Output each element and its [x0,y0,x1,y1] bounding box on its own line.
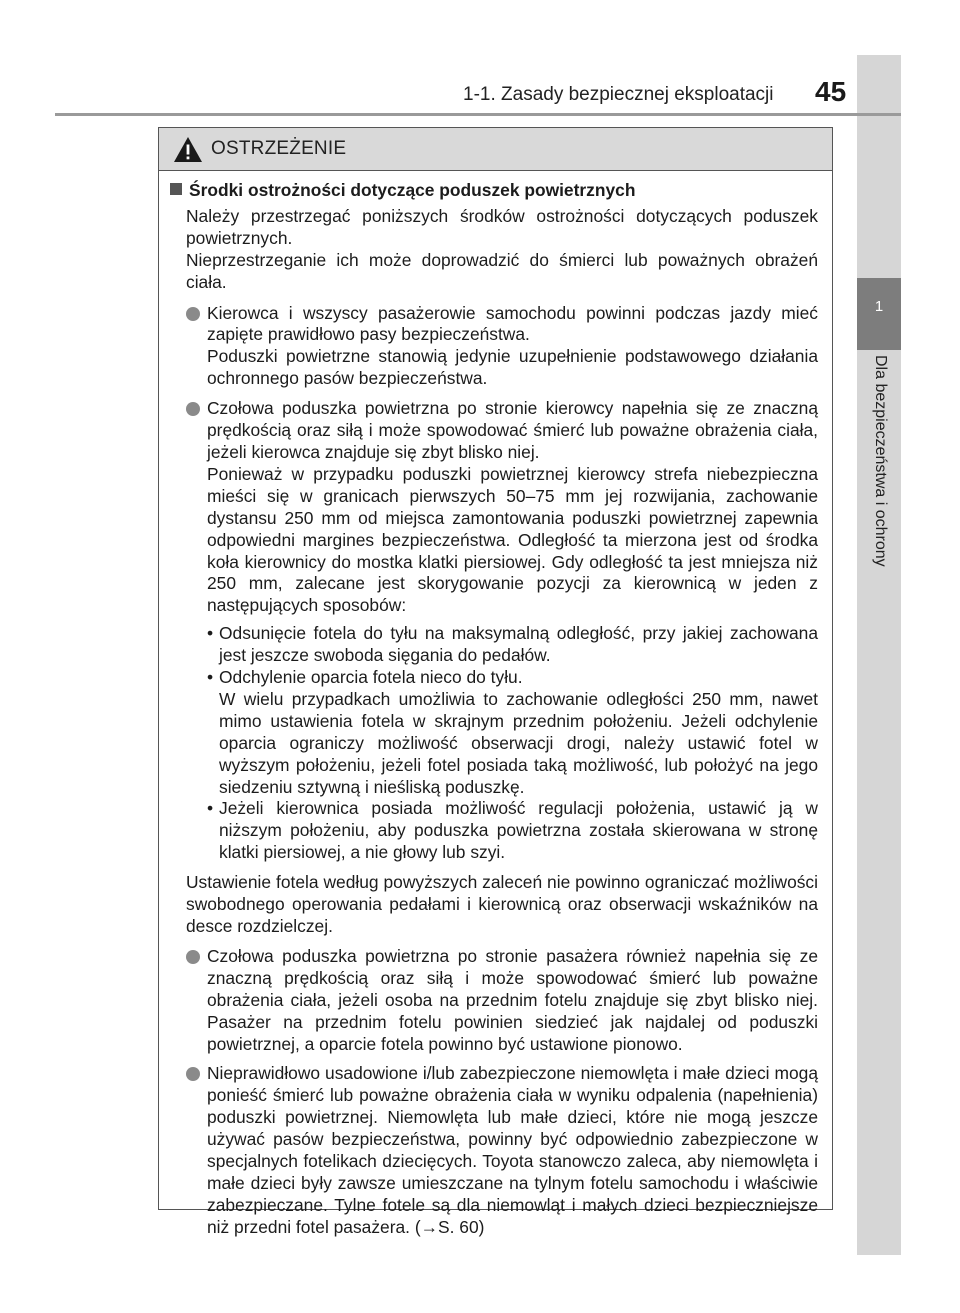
bullet-note: Ponieważ w przypadku poduszki powietrznej kierowcy strefa niebezpieczna mieści się w granicach pierwszych 50–75 mm jej rozwijania, zachowanie dystansu 250 mm od miejsca zamontowania poduszki powietrznej zapewnia odpowiedni margines bezpieczeństwa. Odległość ta mierzona jest od środka koła kierownicy do mostka klatki piersiowej. Gdy odległość ta jest mniejsza niż 250 mm, zalecane jest skorygowanie pozycji za kierownicą w jeden z następujących sposobów: [207,463,818,616]
circle-bullet-icon [186,950,200,964]
circle-bullet-icon [186,307,200,321]
warning-title: OSTRZEŻENIE [211,138,347,159]
dot-marker: • [207,623,214,644]
warning-triangle-icon [173,136,203,163]
dot-marker: • [207,667,214,688]
sub-bullet-item [186,667,818,689]
summary-paragraph: Ustawienie fotela według powyższych zaleceń nie powinno ograniczać możliwości swobodnego operowania pedałami i kierownicą oraz obserwacji wskaźników na desce rozdzielczej. [186,872,818,936]
intro-consequence: Nieprzestrzeganie ich może doprowadzić do śmierci lub poważnych obrażeń ciała. [186,249,818,292]
chapter-number: 1 [857,278,901,350]
dot-marker: • [207,798,214,819]
square-bullet-icon [170,183,182,195]
bullet-item [186,946,818,1056]
side-tab [857,55,901,1255]
section-heading [170,180,818,202]
sub-bullet-text: Odsunięcie fotela do tyłu na maksymalną odległość, przy jakiej zachowana jest jeszcze swoboda sięgania do pedałów. [219,623,818,666]
sub-bullet-text: Jeżeli kierownica posiada możliwość regulacji położenia, ustawić ją w niższym położeniu, aby poduszka powietrzna została skierowana w stronę klatki piersiowej, a nie głowy lub szyi. [219,798,818,863]
bullet-item [186,398,818,464]
section-header-title: 1-1. Zasady bezpiecznej eksploatacji [463,84,774,105]
sub-bullet-note: W wielu przypadkach umożliwia to zachowanie odległości 250 mm, nawet mimo ustawienia fotela w skrajnym przednim położeniu. Jeżeli odchylenie oparcia ograniczy możliwość obserwacji drogi, należy ustawić fotel w wyższym położeniu, jeżeli fotel posiada taką możliwość, lub położyć na jego siedzeniu sztywną i nieśliską poduszkę. [219,688,818,797]
bullet-text: Kierowca i wszyscy pasażerowie samochodu powinni podczas jazdy mieć zapięte prawidłowo pasy bezpieczeństwa. [207,302,818,345]
bullet-text: Nieprawidłowo usadowione i/lub zabezpieczone niemowlęta i małe dzieci mogą ponieść śmierć lub poważne obrażenia ciała w wyniku odpalenia (napełnienia) poduszki powietrznej. Niemowlęta lub małe dzieci, które nie mogą jeszcze używać pasów bezpieczeństwa, powinny być odpowiednio zabezpieczone w specjalnych fotelikach dziecięcych. Toyota stanowczo zaleca, aby niemowlęta i małe dzieci były zawsze umieszczane na tylnym fotelu samochodu i właściwie zabezpieczane. Tylne fotele są dla niemowląt i małych dzieci bezpieczniejsze niż przedni fotel pasażera. (→S. 60) [207,1063,818,1237]
chapter-label: Dla bezpieczeństwa i ochrony [872,355,889,567]
page-number: 45 [815,76,847,107]
intro-paragraph: Należy przestrzegać poniższych środków ostrożności dotyczących poduszek powietrznych. [186,205,818,248]
bullet-text: Czołowa poduszka powietrzna po stronie pasażera również napełnia się ze znaczną prędkością oraz siłą i może spowodować śmierć lub poważne obrażenia ciała, jeżeli osoba na przednim fotelu znajduje się zbyt blisko niej. Pasażer na przednim fotelu powinien siedzieć jak najdalej od poduszki powietrznej, a oparcie fotela powinno być ustawione pionowo. [207,945,818,1054]
sub-bullet-item [186,798,818,864]
bullet-note: Poduszki powietrzne stanowią jedynie uzupełnienie podstawowego działania ochronnego pasów bezpieczeństwa. [207,346,818,389]
sub-bullet-text: Odchylenie oparcia fotela nieco do tyłu. [219,667,523,688]
bullet-item [186,303,818,347]
header-divider [55,113,901,116]
sub-bullet-item [186,623,818,667]
bullet-text: Czołowa poduszka powietrzna po stronie kierowcy napełnia się ze znaczną prędkością oraz siłą i może spowodować śmierć lub poważne obrażenia ciała, jeżeli kierowca znajduje się zbyt blisko niej. [207,398,818,462]
warning-box [158,127,833,1237]
circle-bullet-icon [186,1067,200,1081]
circle-bullet-icon [186,402,200,416]
warning-content [159,171,832,1239]
bullet-item [186,1063,818,1238]
warning-header [159,128,832,171]
section-heading-text: Środki ostrożności dotyczące poduszek powietrznych [189,180,636,200]
